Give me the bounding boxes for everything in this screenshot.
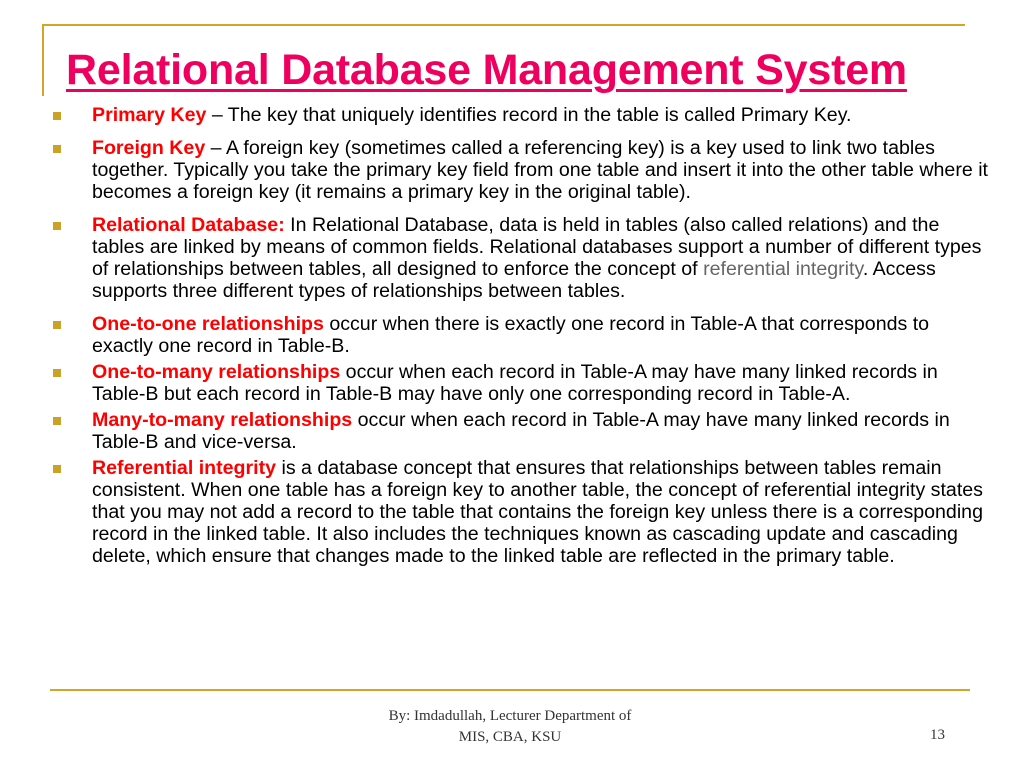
list-item-many-to-many xyxy=(0,409,992,453)
description: – The key that uniquely identifies record in the table is called Primary Key. xyxy=(206,104,852,126)
footer-line-2: MIS, CBA, KSU xyxy=(458,729,562,745)
term: Many-to-many relationships xyxy=(92,409,353,431)
list-item-one-to-one xyxy=(0,313,992,357)
description: In Relational Database, data is held in tables (also called relations) and the tables are linked by means of common fields. Relational databases support a number of different types of relationships between tables, all designed to enforce the concept of xyxy=(92,214,982,280)
bullet-list xyxy=(0,104,992,571)
footer-credit xyxy=(340,706,680,748)
description: – A foreign key (sometimes called a referencing key) is a key used to link two tables together. Typically you take the primary key field from one table and insert it into the other table where it becomes a foreign key (it remains a primary key in the original table). xyxy=(92,137,988,203)
list-item-one-to-many xyxy=(0,361,992,405)
term: Referential integrity xyxy=(92,457,277,479)
term: Primary Key xyxy=(92,104,207,126)
footer-line-1: By: Imdadullah, Lecturer Department of xyxy=(388,708,632,724)
square-bullet-icon xyxy=(53,369,61,377)
description: occur when each record in Table-A may have many linked records in Table-B but each record in Table-B may have only one corresponding record in Table-A. xyxy=(92,361,938,405)
square-bullet-icon xyxy=(53,112,61,120)
square-bullet-icon xyxy=(53,465,61,473)
top-border-line xyxy=(42,24,965,26)
list-item-relational-database xyxy=(0,214,992,302)
term: Foreign Key xyxy=(92,137,206,159)
left-border-line xyxy=(42,24,44,96)
description-cont: . Access supports three different types of relationships between tables. xyxy=(92,258,936,302)
list-item-referential-integrity xyxy=(0,457,992,567)
description: is a database concept that ensures that relationships between tables remain consistent. When one table has a foreign key to another table, the concept of referential integrity states that you may not add a record to the table that contains the foreign key unless there is a corresponding record in the linked table. It also includes the techniques known as cascading update and cascading delete, which ensure that changes made to the linked table are reflected in the primary table. xyxy=(92,457,983,567)
term: One-to-one relationships xyxy=(92,313,324,335)
slide-title: Relational Database Management System xyxy=(66,46,907,94)
page-number: 13 xyxy=(930,727,945,743)
square-bullet-icon xyxy=(53,145,61,153)
list-item-primary-key xyxy=(0,104,992,126)
list-item-foreign-key xyxy=(0,137,992,203)
term: Relational Database: xyxy=(92,214,285,236)
square-bullet-icon xyxy=(53,417,61,425)
description: occur when there is exactly one record in Table-A that corresponds to exactly one record in Table-B. xyxy=(92,313,930,357)
referential-integrity-link[interactable]: referential integrity xyxy=(703,258,863,280)
square-bullet-icon xyxy=(53,222,61,230)
footer-divider xyxy=(50,689,970,691)
square-bullet-icon xyxy=(53,321,61,329)
term: One-to-many relationships xyxy=(92,361,341,383)
description: occur when each record in Table-A may have many linked records in Table-B and vice-versa. xyxy=(92,409,950,453)
